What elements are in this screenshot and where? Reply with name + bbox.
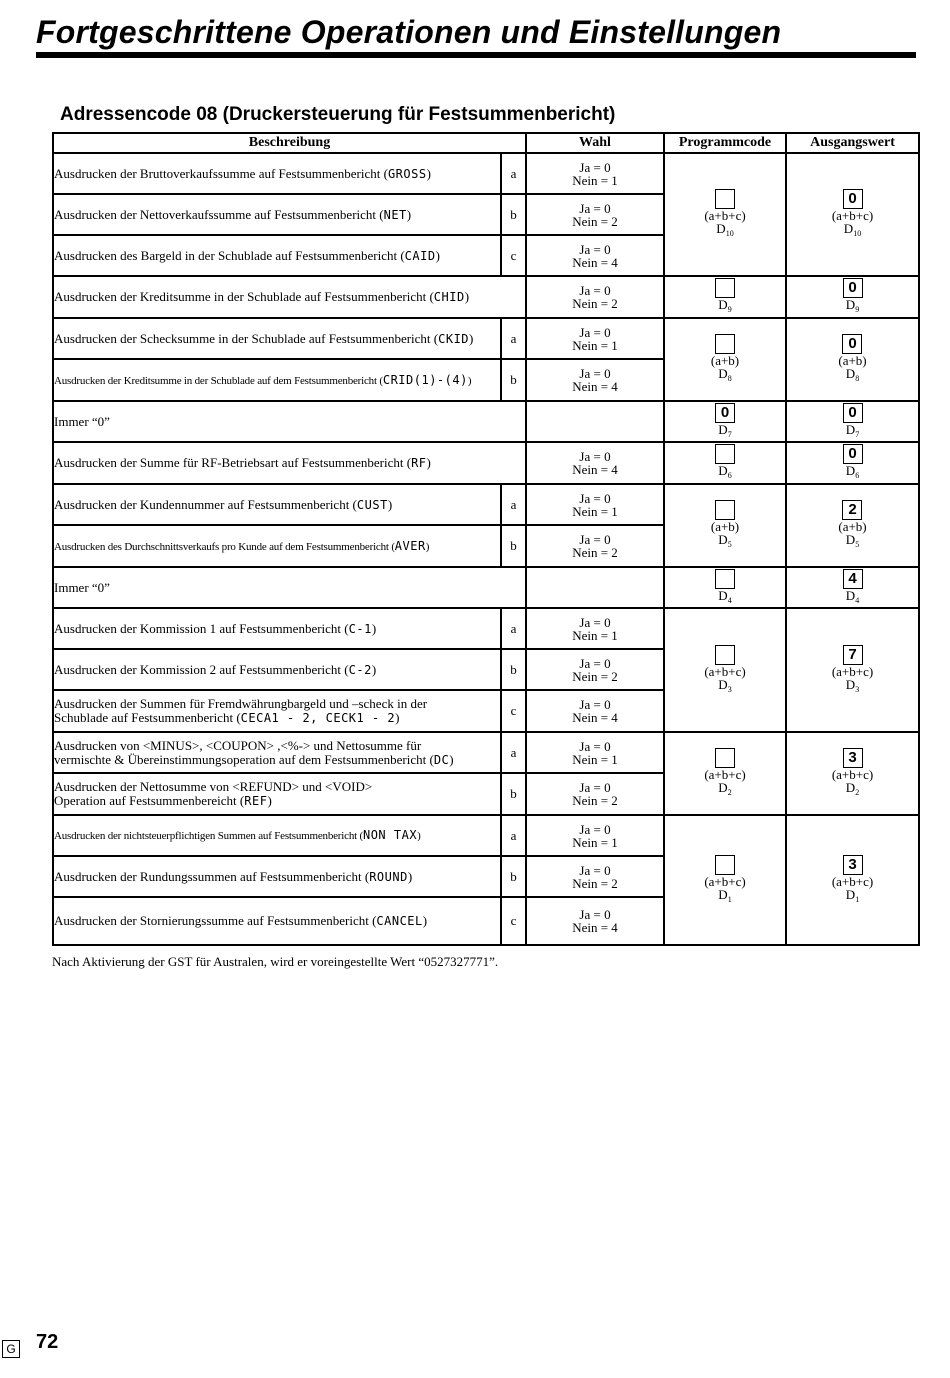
table-row: [53, 815, 919, 856]
row-desc: Ausdrucken der Summen für Fremdwährungbargeld und –scheck in der Schublade auf Festsummenbericht (CECA1 - 2, CECK1 - 2): [53, 690, 501, 732]
row-desc: Ausdrucken der nichtsteuerpflichtigen Summen auf Festsummenbericht (NON TAX): [53, 815, 501, 856]
ausg-digit-box: 4: [843, 569, 863, 589]
ausg-digit-box: 3: [843, 855, 863, 875]
ausg-value-d5: 2 (a+b) $D_5$: [786, 484, 919, 567]
row-letter: a: [501, 484, 526, 525]
row-wahl: [526, 567, 664, 608]
row-desc: Ausdrucken der Nettosumme von <REFUND> und <VOID> Operation auf Festsummenbereicht (REF): [53, 773, 501, 815]
header-ausg: Ausgangswert: [786, 133, 919, 153]
row-desc: Ausdrucken der Rundungssummen auf Festsummenbericht (ROUND): [53, 856, 501, 897]
row-desc: Ausdrucken der Kommission 2 auf Festsummenbericht (C-2): [53, 649, 501, 690]
row-desc: Ausdrucken der Kommission 1 auf Festsummenbericht (C-1): [53, 608, 501, 649]
header-wahl: Wahl: [526, 133, 664, 153]
ausg-value-d6: $\frac{0}{D_6}$: [786, 442, 919, 484]
ausg-value-d4: $\frac{4}{D_4}$: [786, 567, 919, 608]
table-row: [53, 442, 919, 484]
ausg-digit-box: 0: [842, 334, 862, 354]
title-rule: [36, 52, 916, 58]
row-desc: Ausdrucken der Kundennummer auf Festsummenbericht (CUST): [53, 484, 501, 525]
ausg-digit-box: 0: [843, 278, 863, 298]
header-prog: Programmcode: [664, 133, 786, 153]
row-letter: a: [501, 732, 526, 773]
prog-code-d3: (a+b+c) $D_3$: [664, 608, 786, 732]
footnote: Nach Aktivierung der GST für Australen, wird er voreingestellte Wert “0527327771”.: [52, 954, 499, 969]
ausg-value-d1: 3 (a+b+c) $D_1$: [786, 815, 919, 945]
ausg-value-d10: 0 (a+b+c) $D_{10}$: [786, 153, 919, 276]
row-desc: Ausdrucken der Summe für RF-Betriebsart auf Festsummenbericht (RF): [53, 442, 526, 484]
row-wahl: Ja = 0 Nein = 1: [526, 608, 664, 649]
table-header-row: [53, 133, 919, 153]
ausg-value-d3: 7 (a+b+c) $D_3$: [786, 608, 919, 732]
prog-digit-box: 0: [715, 403, 735, 423]
header-desc: Beschreibung: [53, 133, 526, 153]
table-row: [53, 608, 919, 649]
row-wahl: Ja = 0 Nein = 2: [526, 194, 664, 235]
ausg-value-d7: $\frac{0}{D_7}$: [786, 401, 919, 442]
row-wahl: Ja = 0 Nein = 2: [526, 649, 664, 690]
row-wahl: Ja = 0 Nein = 2: [526, 276, 664, 318]
row-letter: a: [501, 318, 526, 359]
prog-code-d10: (a+b+c) $D_{10}$: [664, 153, 786, 276]
prog-code-d8: (a+b) $D_8$: [664, 318, 786, 401]
row-letter: b: [501, 525, 526, 567]
row-wahl: Ja = 0 Nein = 1: [526, 318, 664, 359]
row-letter: b: [501, 194, 526, 235]
prog-code-d6: $D_6$: [664, 442, 786, 484]
prog-digit-box: [715, 500, 735, 520]
ausg-digit-box: 0: [843, 189, 863, 209]
table-row: [53, 567, 919, 608]
row-desc: Ausdrucken der Stornierungssumme auf Festsummenbericht (CANCEL): [53, 897, 501, 945]
row-letter: a: [501, 815, 526, 856]
ausg-digit-box: 3: [843, 748, 863, 768]
ausg-value-d9: $\frac{0}{D_9}$: [786, 276, 919, 318]
row-wahl: Ja = 0 Nein = 1: [526, 484, 664, 525]
prog-code-d1: (a+b+c) $D_1$: [664, 815, 786, 945]
row-desc: Immer “0”: [53, 401, 526, 442]
section-heading: Adressencode 08 (Druckersteuerung für Festsummenbericht): [60, 104, 616, 125]
prog-digit-box: [715, 569, 735, 589]
ausg-digit-box: 0: [843, 403, 863, 423]
prog-code-d7: $\frac{0}{D_7}$: [664, 401, 786, 442]
prog-code-d2: (a+b+c) $D_2$: [664, 732, 786, 815]
row-desc: Ausdrucken des Bargeld in der Schublade auf Festsummenbericht (CAID): [53, 235, 501, 276]
row-letter: a: [501, 153, 526, 194]
row-wahl: Ja = 0 Nein = 4: [526, 442, 664, 484]
prog-digit-box: [715, 189, 735, 209]
ausg-value-d2: 3 (a+b+c) $D_2$: [786, 732, 919, 815]
row-wahl: Ja = 0 Nein = 4: [526, 235, 664, 276]
ausg-digit-box: 0: [843, 444, 863, 464]
ausg-value-d8: 0 (a+b) $D_8$: [786, 318, 919, 401]
row-letter: b: [501, 856, 526, 897]
prog-digit-box: [715, 645, 735, 665]
row-letter: b: [501, 649, 526, 690]
prog-code-d4: $D_4$: [664, 567, 786, 608]
row-wahl: Ja = 0 Nein = 1: [526, 153, 664, 194]
row-letter: b: [501, 359, 526, 401]
row-wahl: Ja = 0 Nein = 2: [526, 856, 664, 897]
row-wahl: [526, 401, 664, 442]
page-language-box: G: [2, 1340, 20, 1358]
row-desc: Ausdrucken der Nettoverkaufssumme auf Festsummenbericht (NET): [53, 194, 501, 235]
prog-digit-box: [715, 334, 735, 354]
prog-digit-box: [715, 855, 735, 875]
row-letter: b: [501, 773, 526, 815]
table-row: [53, 401, 919, 442]
prog-code-d9: $D_9$: [664, 276, 786, 318]
row-desc: Ausdrucken des Durchschnittsverkaufs pro Kunde auf dem Festsummenbericht (AVER): [53, 525, 501, 567]
row-letter: c: [501, 690, 526, 732]
row-desc: Ausdrucken der Bruttoverkaufssumme auf Festsummenbericht (GROSS): [53, 153, 501, 194]
row-desc: Ausdrucken der Kreditsumme in der Schublade auf Festsummenbericht (CHID): [53, 276, 526, 318]
table-row: [53, 276, 919, 318]
prog-digit-box: [715, 278, 735, 298]
ausg-digit-box: 7: [843, 645, 863, 665]
row-desc: Ausdrucken von <MINUS>, <COUPON> ,<%-> und Nettosumme für vermischte & Übereinstimmungsoperation auf dem Festsummenbericht (DC): [53, 732, 501, 773]
prog-digit-box: [715, 444, 735, 464]
row-wahl: Ja = 0 Nein = 2: [526, 773, 664, 815]
prog-code-d5: (a+b) $D_5$: [664, 484, 786, 567]
row-wahl: Ja = 0 Nein = 2: [526, 525, 664, 567]
table-row: [53, 318, 919, 359]
page-number: 72: [36, 1331, 59, 1353]
row-wahl: Ja = 0 Nein = 1: [526, 732, 664, 773]
ausg-digit-box: 2: [842, 500, 862, 520]
table-row: [53, 484, 919, 525]
page-title: Fortgeschrittene Operationen und Einstellungen: [36, 14, 782, 50]
settings-table: [52, 132, 920, 946]
row-desc: Immer “0”: [53, 567, 526, 608]
row-desc: Ausdrucken der Schecksumme in der Schublade auf Festsummenbericht (CKID): [53, 318, 501, 359]
row-letter: c: [501, 897, 526, 945]
row-letter: c: [501, 235, 526, 276]
table-row: [53, 153, 919, 194]
row-wahl: Ja = 0 Nein = 4: [526, 897, 664, 945]
table-row: [53, 732, 919, 773]
prog-digit-box: [715, 748, 735, 768]
row-wahl: Ja = 0 Nein = 4: [526, 690, 664, 732]
row-wahl: Ja = 0 Nein = 4: [526, 359, 664, 401]
row-desc: Ausdrucken der Kreditsumme in der Schublade auf dem Festsummenbericht (CRID(1)-(4)): [53, 359, 501, 401]
row-wahl: Ja = 0 Nein = 1: [526, 815, 664, 856]
row-letter: a: [501, 608, 526, 649]
